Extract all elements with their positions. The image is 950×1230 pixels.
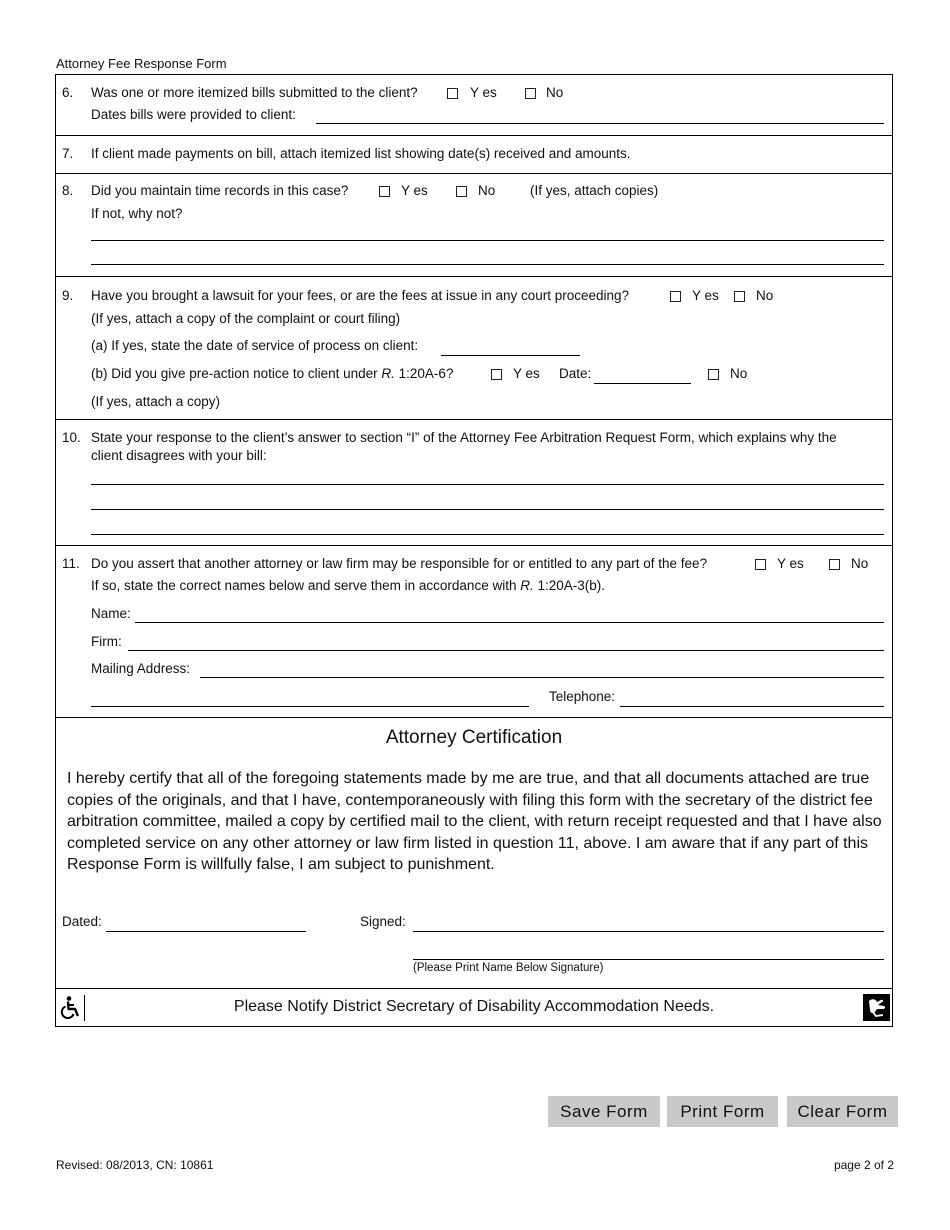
- firm-field[interactable]: [128, 650, 884, 651]
- q11-instructions: If so, state the correct names below and serve them in accordance with R. 1:20A-3(b).: [91, 578, 606, 593]
- printed-name-field[interactable]: [413, 959, 884, 960]
- question-8-text: Did you maintain time records in this case?: [91, 183, 349, 198]
- mailing-address-line-2[interactable]: [91, 706, 529, 707]
- q6-yes-checkbox[interactable]: [447, 88, 458, 99]
- question-number: 7.: [62, 146, 74, 161]
- question-number: 8.: [62, 183, 74, 198]
- q9b-yes-checkbox[interactable]: [491, 369, 502, 380]
- certification-title: Attorney Certification: [385, 727, 563, 748]
- question-11-text: Do you assert that another attorney or law firm may be responsible for or entitled to any part of the fee?: [91, 556, 708, 571]
- q8-attach-note: (If yes, attach copies): [530, 183, 659, 198]
- telephone-field[interactable]: [620, 706, 884, 707]
- print-name-note: (Please Print Name Below Signature): [413, 962, 604, 974]
- print-form-button[interactable]: Print Form: [667, 1096, 778, 1127]
- q6-no-label: No: [546, 85, 564, 100]
- why-not-label: If not, why not?: [91, 206, 183, 221]
- question-6-text: Was one or more itemized bills submitted to the client?: [91, 85, 418, 100]
- q9-yes-label: Y es: [692, 288, 719, 303]
- save-form-button[interactable]: Save Form: [548, 1096, 660, 1127]
- question-number: 6.: [62, 85, 74, 100]
- question-10-section: [56, 419, 892, 546]
- q8-no-label: No: [478, 183, 496, 198]
- form-header-title: Attorney Fee Response Form: [56, 56, 227, 71]
- q9b-no-checkbox[interactable]: [708, 369, 719, 380]
- question-9-section: [56, 276, 892, 420]
- clear-form-button[interactable]: Clear Form: [787, 1096, 898, 1127]
- mailing-address-label: Mailing Address:: [91, 661, 191, 676]
- q8-no-checkbox[interactable]: [456, 186, 467, 197]
- revision-info: Revised: 08/2013, CN: 10861: [56, 1158, 214, 1172]
- q9-attach-note: (If yes, attach a copy of the complaint or court filing): [91, 311, 401, 326]
- question-7-section: [56, 135, 892, 174]
- accessibility-row: [56, 988, 892, 1028]
- response-form: [55, 74, 893, 1027]
- why-not-line-1[interactable]: [91, 240, 884, 241]
- question-7-text: If client made payments on bill, attach itemized list showing date(s) received and amounts.: [91, 146, 631, 161]
- response-line-1[interactable]: [91, 484, 884, 485]
- q8-yes-checkbox[interactable]: [379, 186, 390, 197]
- question-number: 11.: [62, 556, 80, 571]
- q9-copy-note: (If yes, attach a copy): [91, 394, 221, 409]
- notice-date-field[interactable]: [594, 383, 691, 384]
- telephone-label: Telephone:: [549, 689, 616, 704]
- q11-no-label: No: [851, 556, 869, 571]
- disability-notice: Please Notify District Secretary of Disability Accommodation Needs.: [233, 998, 715, 1015]
- question-9-text: Have you brought a lawsuit for your fees, or are the fees at issue in any court proceeding?: [91, 288, 630, 303]
- question-10-line-2: client disagrees with your bill:: [91, 448, 267, 463]
- q8-yes-label: Y es: [401, 183, 428, 198]
- question-8-section: [56, 173, 892, 277]
- q9-yes-checkbox[interactable]: [670, 291, 681, 302]
- why-not-line-2[interactable]: [91, 264, 884, 265]
- certification-section: [56, 717, 892, 989]
- q11-yes-label: Y es: [777, 556, 804, 571]
- certification-body: I hereby certify that all of the foregoing statements made by me are true, and that all documents attached are true copies of the originals, and that I have, contemporaneously with filing this form with the secretary of the district fee arbitration committee, mailed a copy by certified mail to the client, with return receipt requested and that I have also completed service on any other attorney or law firm listed in question 11, above. I am aware that if any part of this Response Form is willfully false, I am subject to punishment.: [67, 770, 882, 873]
- dated-field[interactable]: [106, 931, 306, 932]
- q9b-yes-label: Y es: [513, 366, 540, 381]
- response-line-2[interactable]: [91, 509, 884, 510]
- q9b-no-label: No: [730, 366, 748, 381]
- q9-no-label: No: [756, 288, 774, 303]
- q11-no-checkbox[interactable]: [829, 559, 840, 570]
- dates-bills-field[interactable]: [316, 123, 884, 124]
- q6-yes-label: Y es: [470, 85, 497, 100]
- question-10-line-1: State your response to the client’s answer to section “I” of the Attorney Fee Arbitration Request Form, which explains why the: [91, 430, 837, 445]
- q11-yes-checkbox[interactable]: [755, 559, 766, 570]
- question-number: 10.: [62, 430, 81, 445]
- sign-language-icon: [863, 994, 890, 1021]
- question-number: 9.: [62, 288, 74, 303]
- q9a-label: (a) If yes, state the date of service of process on client:: [91, 338, 419, 353]
- dated-label: Dated:: [62, 914, 102, 929]
- name-label: Name:: [91, 606, 131, 621]
- response-line-3[interactable]: [91, 534, 884, 535]
- q6-no-checkbox[interactable]: [525, 88, 536, 99]
- mailing-address-field[interactable]: [200, 677, 884, 678]
- signed-label: Signed:: [360, 914, 406, 929]
- q9b-label: (b) Did you give pre-action notice to client under R. 1:20A-6?: [91, 366, 454, 381]
- q9-no-checkbox[interactable]: [734, 291, 745, 302]
- service-date-field[interactable]: [441, 355, 580, 356]
- question-6-section: [56, 75, 892, 136]
- signature-field[interactable]: [413, 931, 884, 932]
- page-number: page 2 of 2: [833, 1158, 894, 1172]
- name-field[interactable]: [135, 622, 884, 623]
- question-11-section: [56, 545, 892, 718]
- q9b-date-label: Date:: [559, 366, 592, 381]
- firm-label: Firm:: [91, 634, 122, 649]
- dates-bills-label: Dates bills were provided to client:: [91, 107, 296, 122]
